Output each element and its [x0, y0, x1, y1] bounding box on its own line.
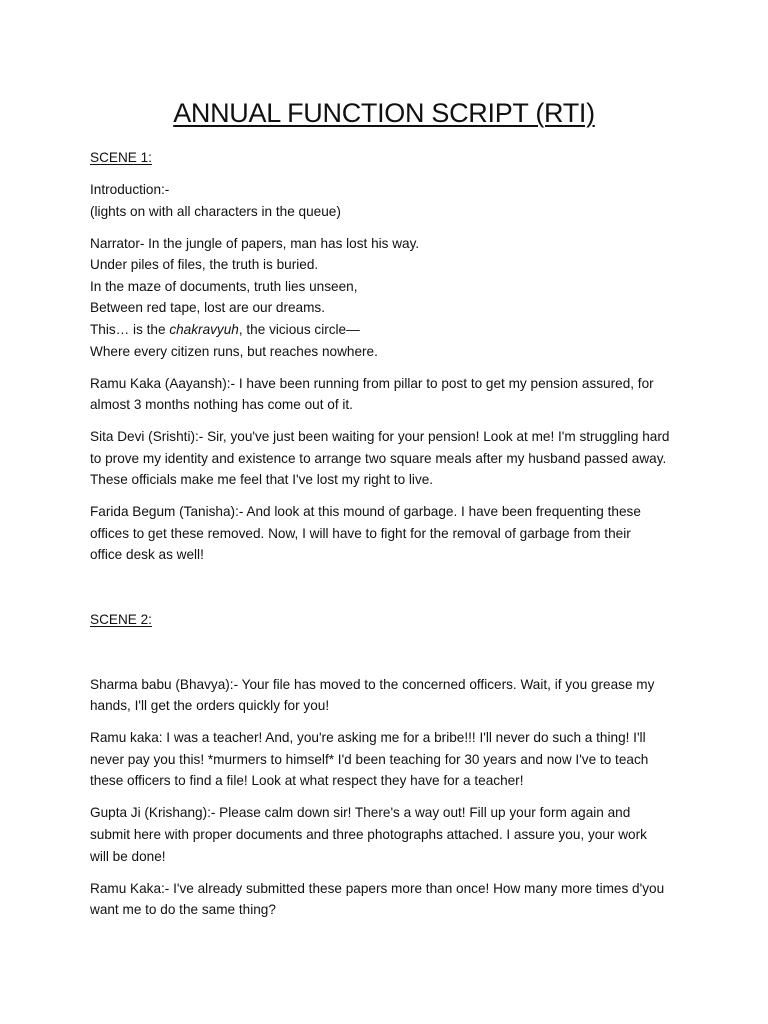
dialogue-line: will be done!: [90, 848, 166, 864]
dialogue-line: never pay you this! *murmers to himself* I'd been teaching for 30 years and now I've to teach: [90, 751, 649, 767]
dialogue-line: hands, I'll get the orders quickly for you!: [90, 698, 330, 714]
chakravyuh-emphasis: chakravyuh: [169, 321, 239, 337]
dialogue-line: Sita Devi (Srishti):- Sir, you've just been waiting for your pension! Look at me! I'm struggling hard: [90, 429, 670, 445]
dialogue-line: office desk as well!: [90, 547, 204, 563]
farida-begum-dialogue: [90, 501, 690, 566]
ramu-kaka-dialogue: [90, 373, 690, 416]
narrator-line: Under piles of files, the truth is buried.: [90, 257, 319, 273]
narrator-line: Where every citizen runs, but reaches nowhere.: [90, 343, 378, 359]
narrator-paragraph: [90, 233, 690, 363]
introduction-paragraph: [90, 179, 690, 222]
dialogue-line: Sharma babu (Bhavya):- Your file has moved to the concerned officers. Wait, if you grease my: [90, 676, 655, 692]
dialogue-line: to prove my identity and existence to arrange two square meals after my husband passed away.: [90, 450, 667, 466]
scene-2-heading: SCENE 2:: [90, 612, 152, 628]
dialogue-line: Gupta Ji (Krishang):- Please calm down sir! There's a way out! Fill up your form again and: [90, 805, 631, 821]
dialogue-line: Ramu Kaka (Aayansh):- I have been running from pillar to post to get my pension assured, for: [90, 375, 654, 391]
narrator-text: This… is the: [90, 321, 170, 337]
document-body: [90, 147, 690, 921]
gupta-ji-dialogue: [90, 802, 690, 867]
sita-devi-dialogue: [90, 426, 690, 491]
ramu-kaka-dialogue-2: [90, 727, 690, 792]
dialogue-line: submit here with proper documents and three photographs attached. I assure you, your work: [90, 826, 647, 842]
ramu-kaka-dialogue-3: [90, 878, 690, 921]
sharma-babu-dialogue: [90, 674, 690, 717]
narrator-line: [90, 319, 690, 341]
dialogue-line: These officials make me feel that I've lost my right to live.: [90, 472, 434, 488]
document-title: ANNUAL FUNCTION SCRIPT (RTI): [173, 98, 595, 128]
narrator-line: Between red tape, lost are our dreams.: [90, 300, 325, 316]
dialogue-line: offices to get these removed. Now, I will have to fight for the removal of garbage from their: [90, 525, 631, 541]
dialogue-line: Ramu kaka: I was a teacher! And, you're asking me for a bribe!!! I'll never do such a thing! I'll: [90, 730, 646, 746]
introduction-label: Introduction:-: [90, 181, 170, 197]
narrator-text: , the vicious circle—: [238, 321, 360, 337]
dialogue-line: these officers to find a file! Look at what respect they have for a teacher!: [90, 773, 524, 789]
dialogue-line: Farida Begum (Tanisha):- And look at this mound of garbage. I have been frequenting these: [90, 504, 641, 520]
dialogue-line: Ramu Kaka:- I've already submitted these papers more than once! How many more times d'you: [90, 880, 665, 896]
narrator-line: In the maze of documents, truth lies unseen,: [90, 278, 358, 294]
scene-1-heading: SCENE 1:: [90, 150, 152, 165]
dialogue-line: want me to do the same thing?: [90, 902, 276, 918]
stage-direction: (lights on with all characters in the queue): [90, 203, 341, 219]
narrator-line: Narrator- In the jungle of papers, man has lost his way.: [90, 235, 420, 251]
dialogue-line: almost 3 months nothing has come out of it.: [90, 397, 353, 413]
